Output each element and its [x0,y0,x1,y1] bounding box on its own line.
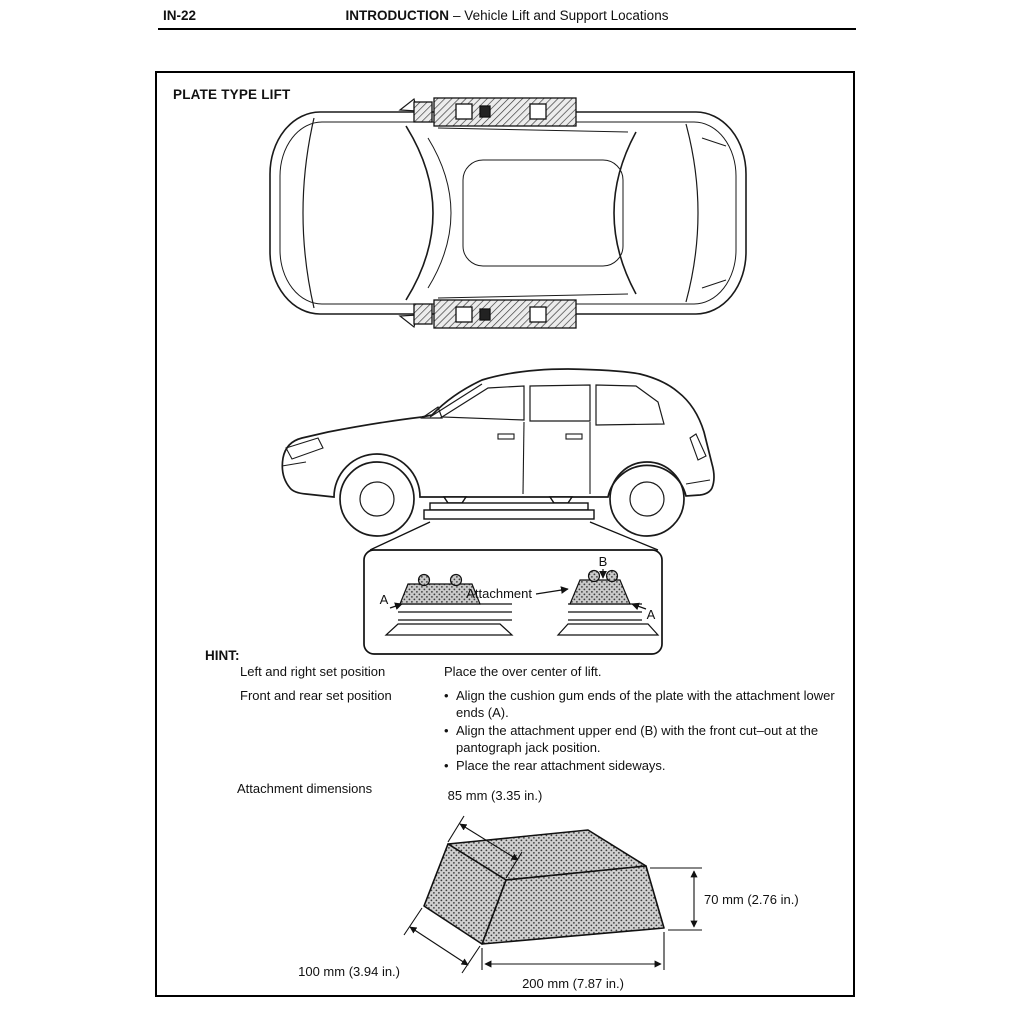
hint-bullet-item [444,688,852,721]
dim-label-200mm: 200 mm (7.87 in.) [522,976,624,991]
rear-wheel [610,462,684,536]
hint-bullet-text: Align the cushion gum ends of the plate with the attachment lower ends (A). [456,688,835,720]
car-body-top-view [270,99,746,327]
page-title-section: INTRODUCTION [345,8,450,23]
dim-label-70mm: 70 mm (2.76 in.) [704,892,799,907]
page-number: IN-22 [163,8,197,23]
page-title-suffix: – Vehicle Lift and Support Locations [453,8,669,23]
hint-rows [240,664,852,774]
attachment-dimensions-label: Attachment dimensions [237,781,373,796]
hint-bullet-text: Place the rear attachment sideways. [456,757,666,773]
figure-title: PLATE TYPE LIFT [173,87,291,102]
hint-bullet-text: Align the attachment upper end (B) with the front cut–out at the pantograph jack position. [456,723,819,755]
detail-label-b: B [598,554,608,569]
hint-bullet-item [444,758,852,774]
hint-label: HINT: [205,648,240,663]
taillight [690,434,706,460]
hint-instruction: Place the over center of lift. [444,664,602,679]
hint-position-label: Front and rear set position [240,688,392,704]
lift-plate-markers-bottom [414,300,576,328]
hint-bullet-list [444,688,852,774]
vehicle-side-view-diagram [268,338,760,663]
hint-bullet-item [444,723,852,756]
dim-label-100mm: 100 mm (3.94 in.) [298,964,400,979]
page-title [0,8,1014,23]
vehicle-top-view-diagram [258,94,758,332]
detail-label-a-right: A [646,607,656,622]
dim-label-85mm: 85 mm (3.35 in.) [447,788,543,803]
detail-label-a-left: A [379,592,389,607]
hint-row-left-right [240,664,852,680]
front-wheel [340,462,414,536]
hint-row-front-rear [240,688,852,774]
detail-callout-lines [370,522,658,550]
headlight [286,438,323,459]
attachment-detail-inset [364,550,662,654]
lift-plate-side-view [424,497,594,519]
detail-label-attachment: Attachment [466,586,532,601]
lift-plate-markers-top [414,98,576,126]
dim-arrow-100mm [410,927,468,965]
attachment-block [424,830,664,944]
hint-position-label: Left and right set position [240,664,386,679]
bullet-glyph: • [444,757,449,773]
bullet-glyph: • [444,688,449,704]
figure-frame [155,71,855,997]
attachment-dimensions-diagram [300,784,820,996]
header-rule [158,28,856,30]
bullet-glyph: • [444,723,449,739]
